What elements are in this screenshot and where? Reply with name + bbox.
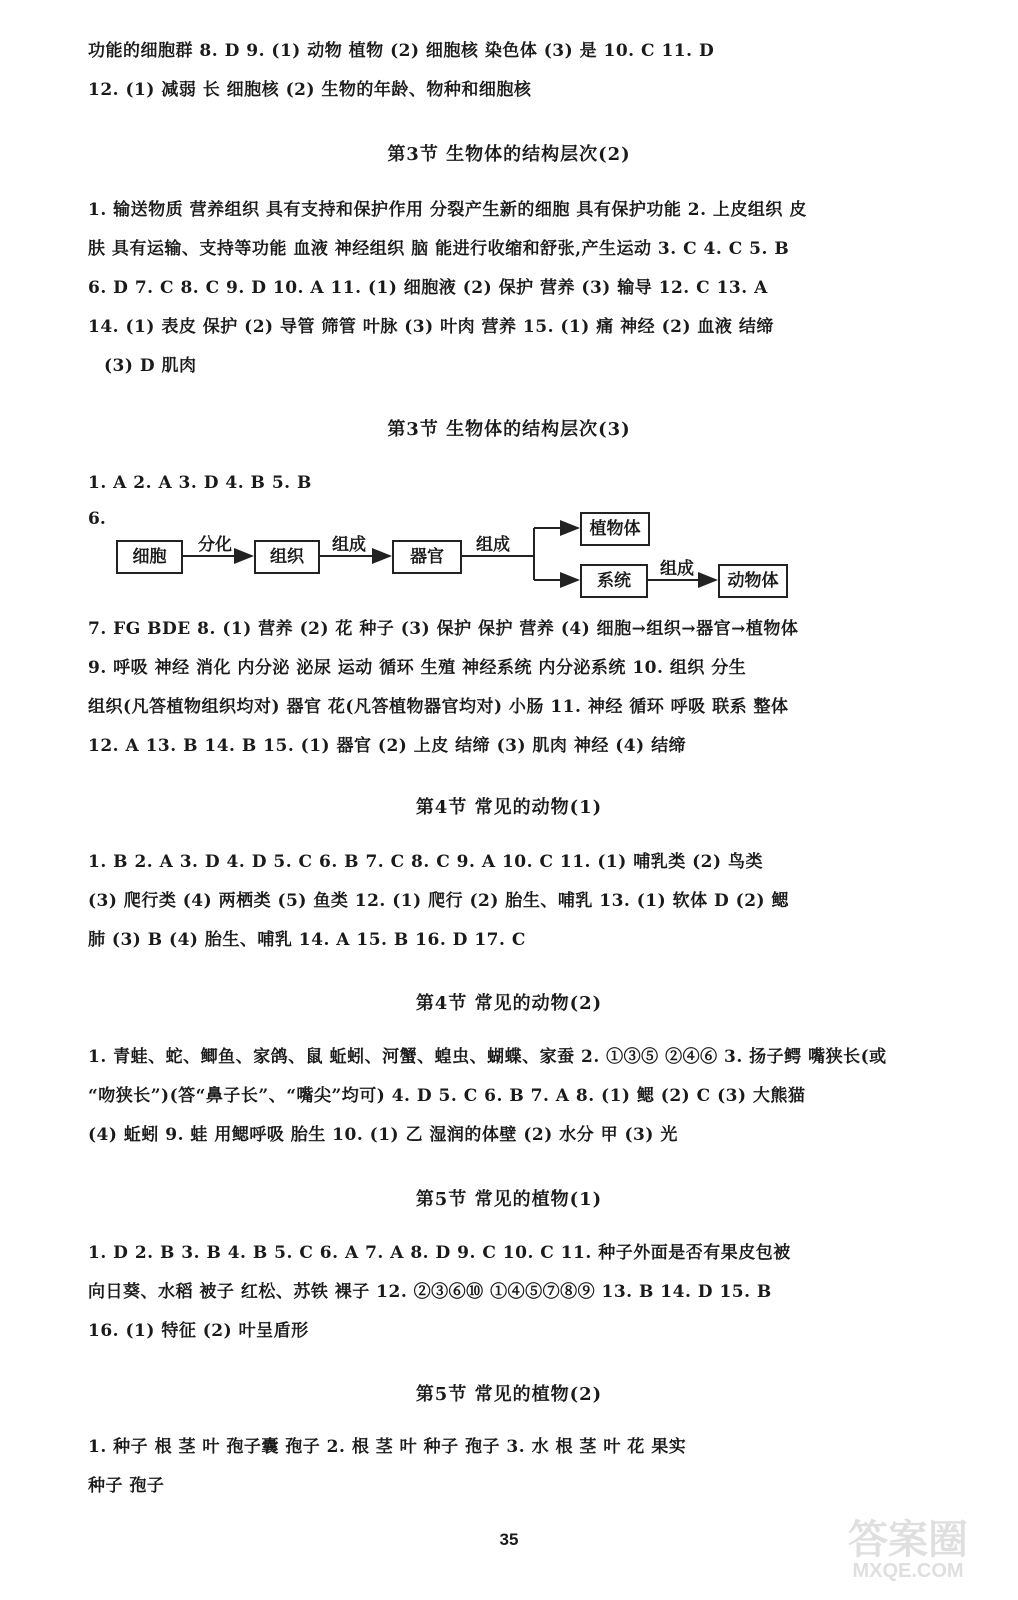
answer-line: 功能的细胞群 8. D 9. (1) 动物 植物 (2) 细胞核 染色体 (3) 是 10. C 11. D xyxy=(88,41,715,61)
section-5-lines xyxy=(88,1234,948,1351)
answer-line: 9. 呼吸 神经 消化 内分泌 泌尿 运动 循环 生殖 神经系统 内分泌系统 10. 组织 分生 xyxy=(88,658,747,678)
section-title: 第5节 常见的植物(2) xyxy=(415,1384,603,1405)
answer-line: 14. (1) 表皮 保护 (2) 导管 筛管 叶脉 (3) 叶肉 营养 15. (1) 痛 神经 (2) 血液 结缔 xyxy=(88,317,774,337)
watermark-text: 答案圈 xyxy=(848,1518,968,1562)
answer-line: 组织(凡答植物组织均对) 器官 花(凡答植物器官均对) 小肠 11. 神经 循环 呼吸 联系 整体 xyxy=(88,697,789,717)
section-title: 第4节 常见的动物(2) xyxy=(415,993,603,1014)
answer-line: 1. 青蛙、蛇、鲫鱼、家鸽、鼠 蚯蚓、河蟹、蝗虫、蝴蝶、家蚕 2. ①③⑤ ②④⑥ 3. 扬子鳄 嘴狭长(或 xyxy=(88,1047,887,1067)
box-tissue: 组织 xyxy=(254,540,320,574)
section-4-lines xyxy=(88,1038,948,1155)
section-title: 第3节 生物体的结构层次(3) xyxy=(387,419,631,440)
answer-line: (4) 蚯蚓 9. 蛙 用鳃呼吸 胎生 10. (1) 乙 湿润的体壁 (2) 水分 甲 (3) 光 xyxy=(88,1125,678,1145)
box-cell: 细胞 xyxy=(116,540,183,574)
arrow-label-compose: 组成 xyxy=(476,535,510,555)
section-title: 第4节 常见的动物(1) xyxy=(415,797,603,818)
answer-line: 16. (1) 特征 (2) 叶呈盾形 xyxy=(88,1321,309,1341)
answer-line: 肤 具有运输、支持等功能 血液 神经组织 脑 能进行收缩和舒张,产生运动 3. C 4. C 5. B xyxy=(88,239,790,259)
section-2-lines-after xyxy=(88,610,948,766)
box-system: 系统 xyxy=(580,564,648,598)
box-plant: 植物体 xyxy=(580,512,650,546)
arrow-label-compose: 组成 xyxy=(660,559,694,579)
section-0-lines xyxy=(88,32,948,110)
answer-line: 1. B 2. A 3. D 4. D 5. C 6. B 7. C 8. C 9. A 10. C 11. (1) 哺乳类 (2) 鸟类 xyxy=(88,852,763,872)
answer-line: 肺 (3) B (4) 胎生、哺乳 14. A 15. B 16. D 17. C xyxy=(88,930,526,950)
section-2-lines xyxy=(88,464,948,503)
answer-line: 1. 输送物质 营养组织 具有支持和保护作用 分裂产生新的细胞 具有保护功能 2. 上皮组织 皮 xyxy=(88,200,807,220)
answer-line: 12. (1) 减弱 长 细胞核 (2) 生物的年龄、物种和细胞核 xyxy=(88,80,532,100)
answer-line: (3) 爬行类 (4) 两栖类 (5) 鱼类 12. (1) 爬行 (2) 胎生、哺乳 13. (1) 软体 D (2) 鳃 xyxy=(88,891,789,911)
answer-line: 1. A 2. A 3. D 4. B 5. B xyxy=(88,473,312,493)
answer-line: “吻狭长”)(答“鼻子长”、“嘴尖”均可) 4. D 5. C 6. B 7. A 8. (1) 鳃 (2) C (3) 大熊猫 xyxy=(88,1086,806,1106)
section-title: 第3节 生物体的结构层次(2) xyxy=(387,144,631,165)
answer-line: 12. A 13. B 14. B 15. (1) 器官 (2) 上皮 结缔 (3) 肌肉 神经 (4) 结缔 xyxy=(88,736,687,756)
answer-line: (3) D 肌肉 xyxy=(104,356,197,376)
section-3-lines xyxy=(88,843,948,960)
box-animal: 动物体 xyxy=(718,564,788,598)
page-number: 35 xyxy=(499,1530,519,1549)
watermark-url: MXQE.COM xyxy=(852,1560,964,1582)
answer-line: 7. FG BDE 8. (1) 营养 (2) 花 种子 (3) 保护 保护 营养 (4) 细胞→组织→器官→植物体 xyxy=(88,619,799,639)
structure-flow-diagram xyxy=(88,505,808,605)
section-title: 第5节 常见的植物(1) xyxy=(415,1189,603,1210)
question-number: 6. xyxy=(88,509,106,529)
answer-line: 6. D 7. C 8. C 9. D 10. A 11. (1) 细胞液 (2) 保护 营养 (3) 输导 12. C 13. A xyxy=(88,278,768,298)
answer-line: 1. 种子 根 茎 叶 孢子囊 孢子 2. 根 茎 叶 种子 孢子 3. 水 根 茎 叶 花 果实 xyxy=(88,1437,687,1457)
answer-line: 向日葵、水稻 被子 红松、苏铁 裸子 12. ②③⑥⑩ ①④⑤⑦⑧⑨ 13. B 14. D 15. B xyxy=(88,1282,772,1302)
box-organ: 器官 xyxy=(392,540,462,574)
section-1-lines xyxy=(88,191,948,386)
answer-line: 1. D 2. B 3. B 4. B 5. C 6. A 7. A 8. D 9. C 10. C 11. 种子外面是否有果皮包被 xyxy=(88,1243,791,1263)
section-6-lines xyxy=(88,1428,948,1506)
arrow-label-differentiate: 分化 xyxy=(198,535,232,555)
answer-line: 种子 孢子 xyxy=(88,1476,165,1496)
watermark-logo xyxy=(818,1500,998,1590)
arrow-label-compose: 组成 xyxy=(332,535,366,555)
